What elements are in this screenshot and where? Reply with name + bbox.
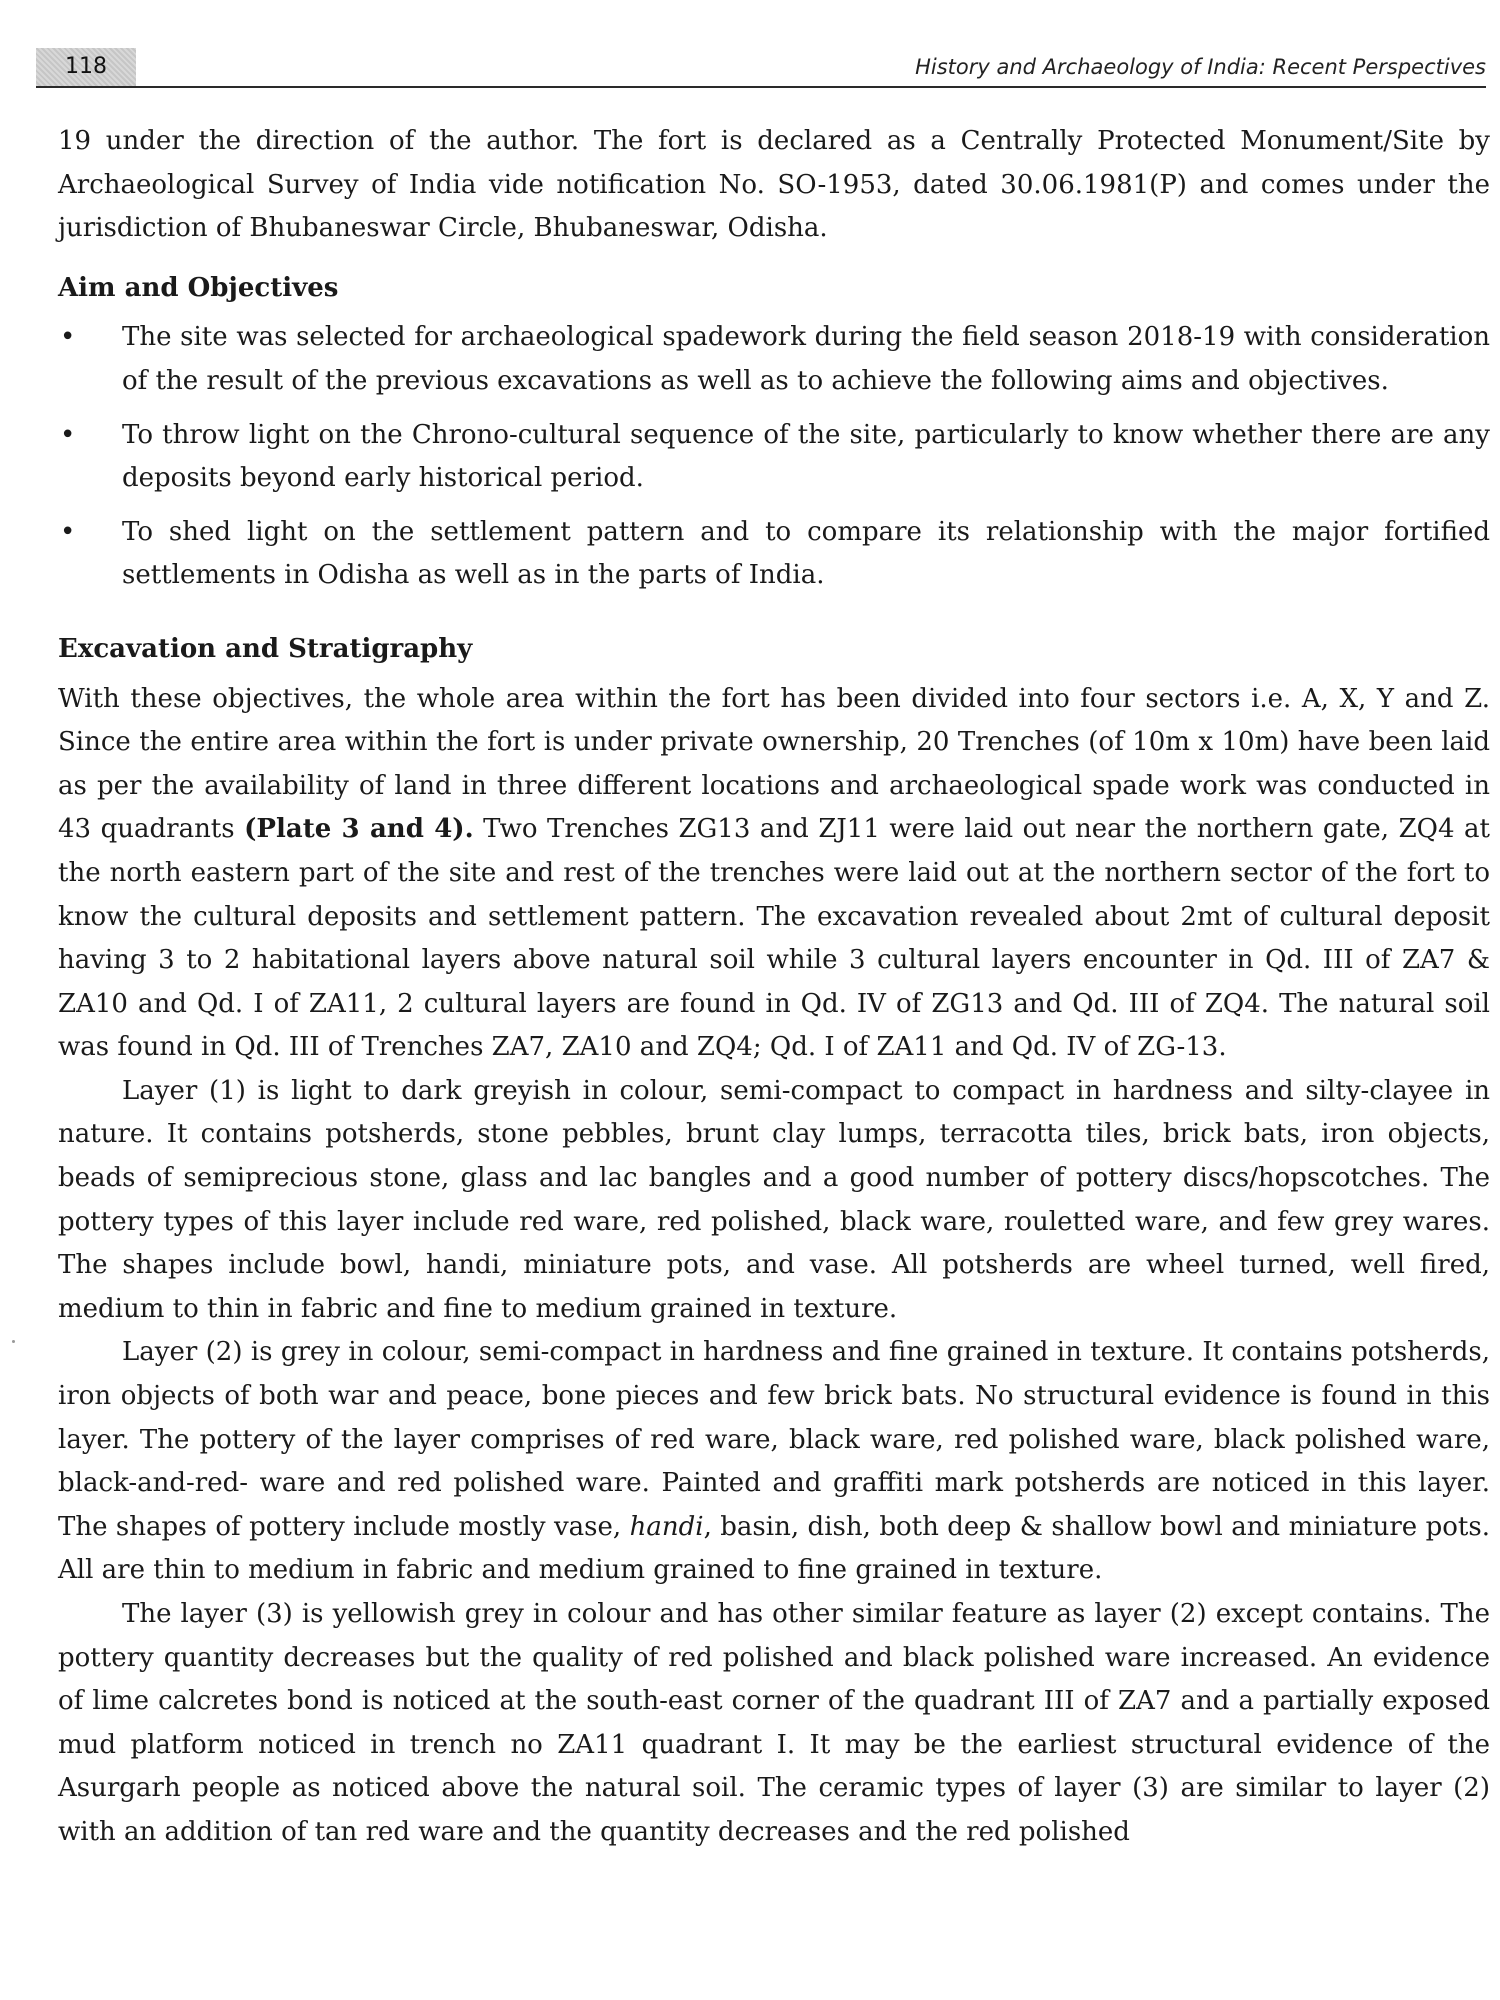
bullet-icon: • (60, 322, 76, 353)
text-run: Two Trenches ZG13 and ZJ11 were laid out near the northern gate, ZQ4 at the north eastern part of the site and rest of the trenches were laid out at the northern sector of the fort to know the cultural deposits and settlement pattern. The excavation revealed about 2mt of cultural deposit having 3 to 2 habitational layers above natural soil while 3 cultural layers encounter in Qd. III of ZA7 & ZA10 and Qd. I of ZA11, 2 cultural layers are found in Qd. IV of ZG13 and Qd. III of ZQ4. The natural soil was found in Qd. III of Trenches ZA7, ZA10 and ZQ4; Qd. I of ZA11 and Qd. IV of ZG-13. (58, 814, 1490, 1063)
list-item (58, 511, 1490, 598)
text-run: , basin, dish, both deep & shallow bowl and miniature pots. All are thin to medium in fabric and medium grained to fine grained in texture. (58, 1511, 1490, 1586)
list-item-text: To throw light on the Chrono-cultural sequence of the site, particularly to know whether there are any deposits beyond early historical period. (122, 419, 1490, 494)
layer-2-paragraph (58, 1331, 1490, 1593)
intro-paragraph: 19 under the direction of the author. The fort is declared as a Centrally Protected Monument/Site by Archaeological Survey of India vide notification No. SO-1953, dated 30.06.1981(P) and comes under the jurisdiction of Bhubaneswar Circle, Bhubaneswar, Odisha. (58, 126, 1490, 244)
bullet-icon: • (60, 516, 76, 547)
list-item-text: To shed light on the settlement pattern and to compare its relationship with the major fortified settlements in Odisha as well as in the parts of India. (122, 516, 1490, 591)
layer-3-paragraph: The layer (3) is yellowish grey in colour and has other similar feature as layer (2) except contains. The pottery quantity decreases but the quality of red polished and black polished ware increased. An evidence of lime calcretes bond is noticed at the south-east corner of the quadrant III of ZA7 and a partially exposed mud platform noticed in trench no ZA11 quadrant I. It may be the earliest structural evidence of the Asurgarh people as noticed above the natural soil. The ceramic types of layer (3) are similar to layer (2) with an addition of tan red ware and the quantity decreases and the red polished (58, 1599, 1490, 1847)
bullet-icon: • (60, 419, 76, 450)
plate-reference: (Plate 3 and 4). (244, 814, 474, 845)
scan-speck (12, 1340, 15, 1343)
italic-term: handi (629, 1511, 704, 1542)
excavation-heading: Excavation and Stratigraphy (58, 633, 473, 664)
list-item-text: The site was selected for archaeological spadework during the field season 2018-19 with consideration of the result of the previous excavations as well as to achieve the following aims and objectives. (122, 322, 1490, 396)
page-body (58, 120, 1490, 1855)
list-item (58, 414, 1490, 501)
layer-1-paragraph: Layer (1) is light to dark greyish in colour, semi-compact to compact in hardness and silty-clayee in nature. It contains potsherds, stone pebbles, brunt clay lumps, terracotta tiles, brick bats, iron objects, beads of semiprecious stone, glass and lac bangles and a good number of pottery discs/hopscotches. The pottery types of this layer include red ware, red polished, black ware, rouletted ware, and few grey wares. The shapes include bowl, handi, miniature pots, and vase. All potsherds are wheel turned, well fired, medium to thin in fabric and fine to medium grained in texture. (58, 1075, 1490, 1324)
list-item (58, 316, 1490, 403)
running-title: History and Archaeology of India: Recent Perspectives (915, 55, 1486, 79)
objectives-list (58, 316, 1490, 598)
page-header (36, 48, 1486, 88)
page-number: 118 (36, 48, 136, 86)
text-run: With these objectives, the whole area within the fort has been divided into four sectors i.e. A, X, Y and Z. Since the entire area within the fort is under private ownership, 20 Trenches (of 10m x 10m) have been laid as per the availability of land in three different locations and archaeological spade work was conducted in 43 quadrants (58, 683, 1490, 845)
text-run: Layer (2) is grey in colour, semi-compact in hardness and fine grained in texture. It contains potsherds, iron objects of both war and peace, bone pieces and few brick bats. No structural evidence is found in this layer. The pottery of the layer comprises of red ware, black ware, red polished ware, black polished ware, black-and-red- ware and red polished ware. Painted and graffiti mark potsherds are noticed in this layer. The shapes of pottery include mostly vase, (58, 1337, 1490, 1542)
aims-heading: Aim and Objectives (58, 272, 339, 303)
excavation-paragraph (58, 678, 1490, 1070)
